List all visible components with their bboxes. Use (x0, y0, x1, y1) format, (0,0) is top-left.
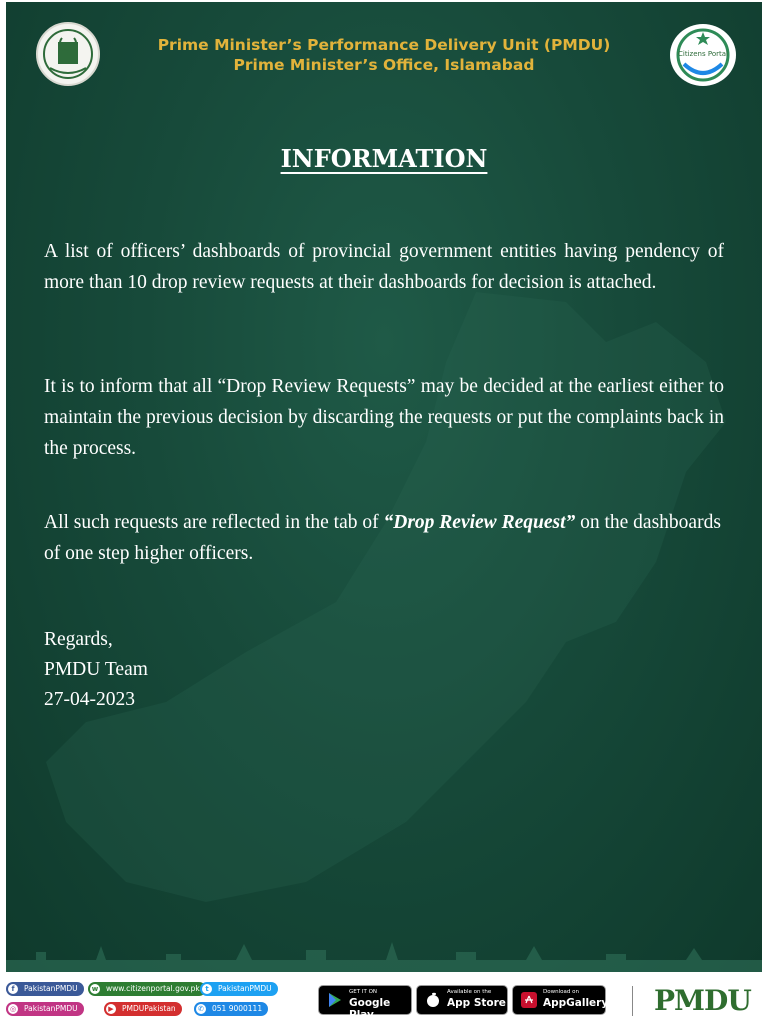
page-title: INFORMATION (280, 144, 488, 173)
phone-label: 051 9000111 (212, 1004, 263, 1013)
paragraph-3-text-b: on the dashboards of one step higher officers. (44, 512, 721, 564)
website-link[interactable] (88, 982, 206, 996)
twitter-link[interactable] (200, 982, 278, 996)
app-gallery-small: Download on (543, 989, 579, 995)
google-play-small: GET IT ON (349, 989, 378, 995)
app-store-small: Available on the (447, 989, 492, 995)
web-icon: w (91, 985, 99, 993)
phone-link[interactable] (194, 1002, 268, 1016)
header-line-2: Prime Minister’s Office, Islamabad (233, 56, 535, 74)
signoff-block (44, 625, 148, 715)
drop-review-request-emphasis: “Drop Review Request” (383, 512, 576, 533)
instagram-icon: ◎ (9, 1005, 17, 1013)
youtube-icon: ▶ (106, 1004, 116, 1014)
paragraph-1: A list of officers’ dashboards of provincial government entities having pendency of more than 10 drop review requests at their dashboards for decision is attached. (44, 241, 724, 293)
google-play-icon (326, 991, 344, 1009)
regards-text: Regards, (44, 629, 113, 650)
paragraph-3-text-a: All such requests are reflected in the tab of (44, 512, 384, 533)
youtube-label: PMDUPakistan (122, 1004, 176, 1013)
phone-icon: ✆ (196, 1004, 206, 1014)
footer-bar (0, 972, 768, 1024)
huawei-icon (520, 991, 538, 1009)
facebook-label: PakistanPMDU (24, 984, 78, 993)
google-play-button[interactable] (318, 985, 412, 1021)
twitter-icon: t (202, 984, 212, 994)
citizens-portal-logo-icon (670, 24, 736, 86)
pmdu-logo: PMDU (654, 984, 751, 1017)
footer-divider (632, 986, 633, 1016)
facebook-link[interactable] (6, 982, 84, 996)
citizens-portal-text: Citizens Portal (678, 50, 728, 58)
facebook-icon: f (8, 984, 18, 994)
google-play-label: Google Play (349, 997, 391, 1021)
apple-icon (424, 991, 442, 1009)
instagram-link[interactable] (6, 1002, 84, 1016)
website-label: www.citizenportal.gov.pk (106, 984, 200, 993)
paragraph-2: It is to inform that all “Drop Review Requests” may be decided at the earliest either to maintain the previous decision by discarding the requests or put the complaints back in the process. (44, 376, 724, 459)
skyline-silhouette (6, 932, 762, 972)
app-gallery-button[interactable] (512, 985, 609, 1015)
app-gallery-label: AppGallery (543, 997, 609, 1009)
header-line-1: Prime Minister’s Performance Delivery Unit (PMDU) (157, 36, 611, 54)
youtube-link[interactable] (104, 1002, 182, 1016)
instagram-label: PakistanPMDU (24, 1004, 78, 1013)
team-name: PMDU Team (44, 659, 148, 680)
government-emblem-icon (36, 22, 100, 86)
notice-date: 27-04-2023 (44, 689, 135, 710)
twitter-label: PakistanPMDU (218, 984, 272, 993)
paragraph-3 (44, 507, 724, 569)
app-store-label: App Store (447, 997, 506, 1009)
app-store-button[interactable] (416, 985, 508, 1015)
